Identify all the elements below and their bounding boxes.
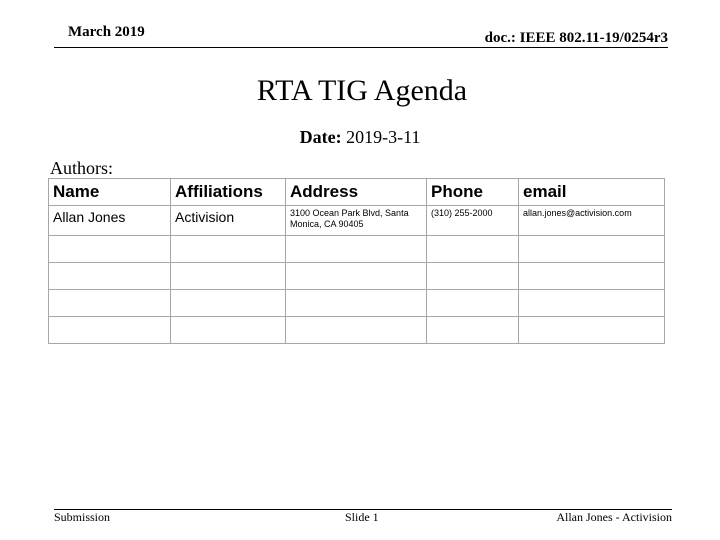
table-cell: [286, 317, 427, 344]
footer-author: Allan Jones - Activision: [556, 510, 672, 524]
column-header-address: Address: [286, 179, 427, 206]
footer-submission: Submission: [54, 510, 111, 524]
author-affiliation-cell: Activision: [171, 206, 286, 236]
table-cell: [427, 263, 519, 290]
table-cell: [427, 317, 519, 344]
table-cell: [286, 263, 427, 290]
table-row: [49, 263, 665, 290]
header-doc-id: doc.: IEEE 802.11-19/0254r3: [484, 30, 668, 46]
table-cell: [286, 290, 427, 317]
table-cell: [49, 263, 171, 290]
authors-label: Authors:: [50, 158, 113, 178]
table-cell: [49, 290, 171, 317]
author-email-cell: allan.jones@activision.com: [519, 206, 665, 236]
table-cell: [519, 290, 665, 317]
column-header-phone: Phone: [427, 179, 519, 206]
column-header-name: Name: [49, 179, 171, 206]
column-header-email: email: [519, 179, 665, 206]
table-cell: [49, 236, 171, 263]
authors-table: [48, 178, 665, 344]
table-cell: [427, 236, 519, 263]
date-line: [0, 127, 720, 148]
author-name-cell: Allan Jones: [49, 206, 171, 236]
footer-slide-number: Slide 1: [345, 510, 379, 524]
table-cell: [171, 236, 286, 263]
table-cell: [427, 290, 519, 317]
table-cell: [171, 317, 286, 344]
table-cell: [171, 263, 286, 290]
table-cell: [286, 236, 427, 263]
table-cell: [49, 317, 171, 344]
table-header-row: [49, 179, 665, 206]
table-row: [49, 206, 665, 236]
date-label: Date:: [299, 127, 342, 147]
header-divider: [54, 47, 668, 48]
table-row: [49, 290, 665, 317]
table-cell: [519, 263, 665, 290]
table-cell: [171, 290, 286, 317]
date-value: 2019-3-11: [341, 127, 421, 147]
author-address-cell: 3100 Ocean Park Blvd, Santa Monica, CA 90405: [286, 206, 427, 236]
author-phone-cell: (310) 255-2000: [427, 206, 519, 236]
column-header-affiliations: Affiliations: [171, 179, 286, 206]
page-title: RTA TIG Agenda: [256, 74, 468, 107]
table-row: [49, 317, 665, 344]
table-row: [49, 236, 665, 263]
header-date: March 2019: [68, 24, 145, 40]
table-cell: [519, 236, 665, 263]
table-cell: [519, 317, 665, 344]
